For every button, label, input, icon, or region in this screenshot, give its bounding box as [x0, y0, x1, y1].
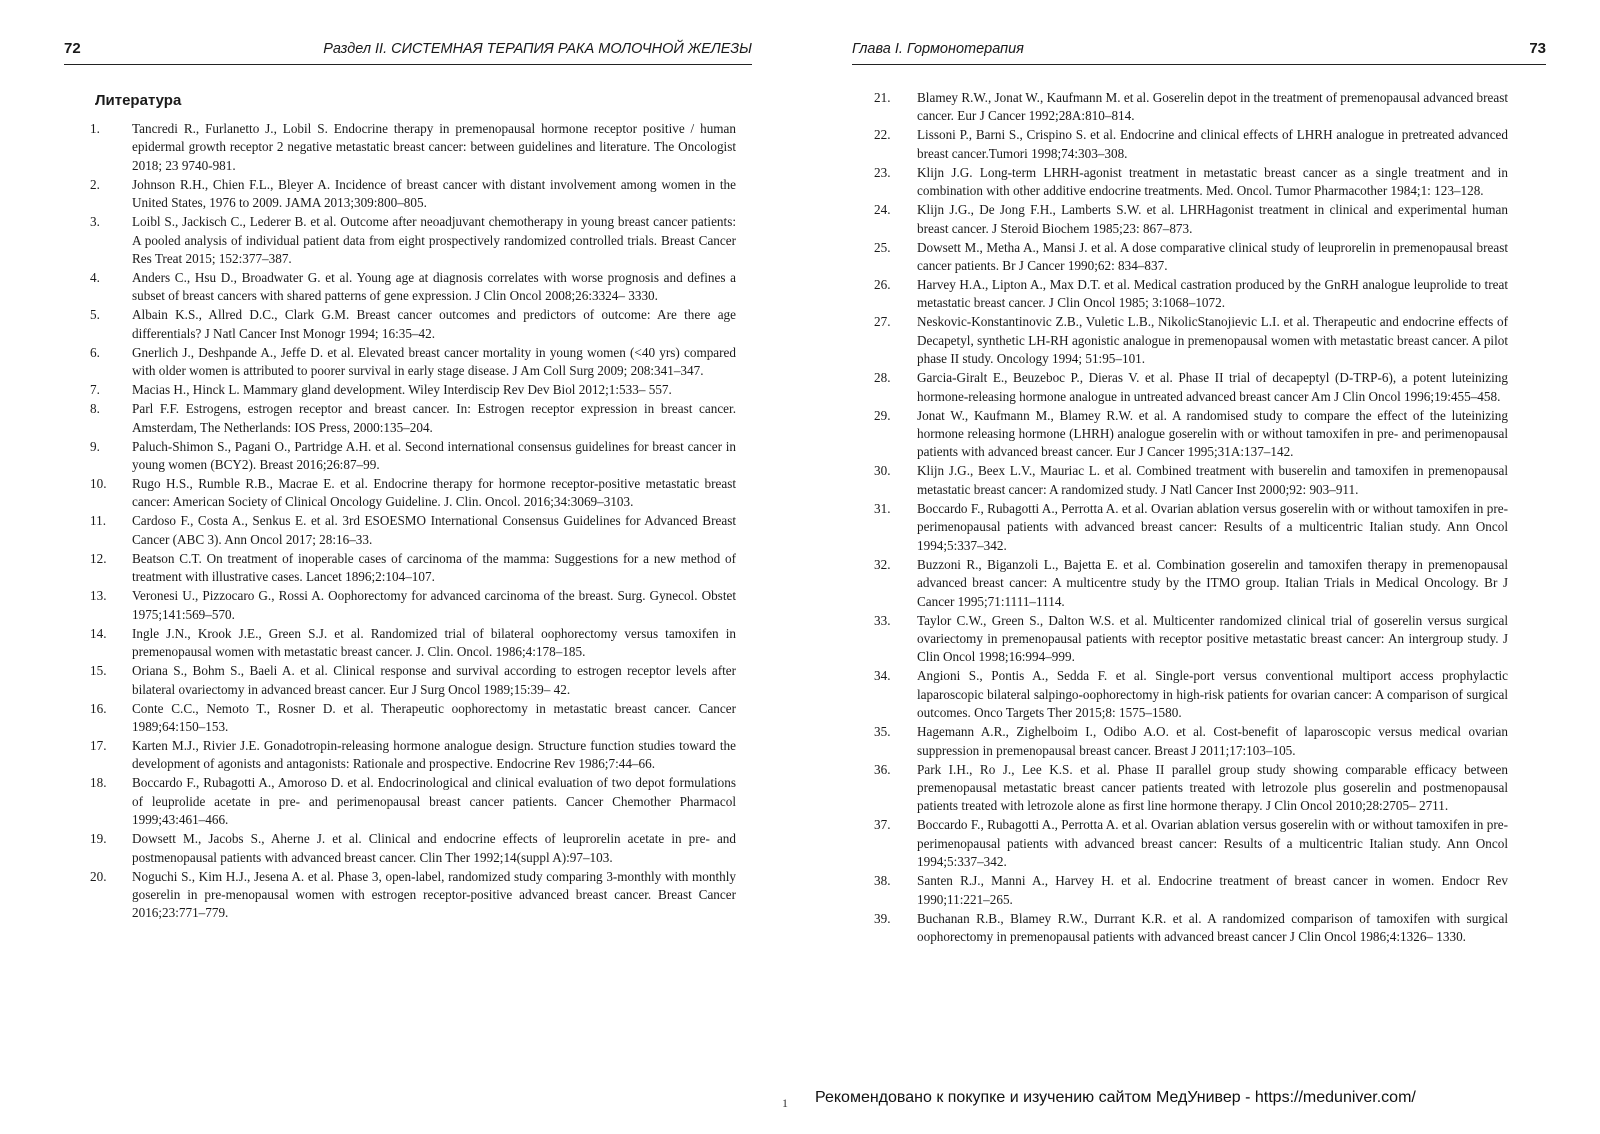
- reference-number: 30.: [874, 463, 891, 479]
- reference-text: Cardoso F., Costa A., Senkus E. et al. 3rd ESOESMO International Consensus Guidelines for Advanced Breast Cancer (ABC 3). Ann Oncol 2017; 28:16–33.: [132, 513, 736, 547]
- reference-text: Johnson R.H., Chien F.L., Bleyer A. Incidence of breast cancer with distant involvement among women in the United States, 1976 to 2009. JAMA 2013;309:800–805.: [132, 176, 736, 211]
- reference-text: Karten M.J., Rivier J.E. Gonadotropin-releasing hormone analogue design. Structure function studies toward the development of agonists and antagonists: Rationale and prospective. Endocrine Rev 1986;7:44–66.: [132, 737, 736, 772]
- reference-item: [90, 306, 736, 343]
- reference-number: 23.: [874, 164, 891, 180]
- reference-item: [90, 700, 736, 737]
- reference-text: Macias H., Hinck L. Mammary gland development. Wiley Interdiscip Rev Dev Biol 2012;1:533– 557.: [132, 382, 672, 398]
- reference-text: Buchanan R.B., Blamey R.W., Durrant K.R. et al. A randomized comparison of tamoxifen with surgical oophorectomy in premenopausal patients with advanced breast cancer J Clin Oncol 1986;4:1326– 1330.: [917, 910, 1508, 944]
- reference-text: Dowsett M., Jacobs S., Aherne J. et al. Clinical and endocrine effects of leuprorelin acetate in pre- and postmenopausal patients with advanced breast cancer. Clin Ther 1992;14(suppl A):97–103.: [132, 831, 736, 865]
- reference-list-left: [90, 120, 736, 923]
- reference-text: Jonat W., Kaufmann M., Blamey R.W. et al. A randomised study to compare the effect of the luteinizing hormone releasing hormone (LHRH) analogue goserelin with or without tamoxifen in pre- and perimenopausal patients with advanced breast cancer. Eur J Cancer 1995;31A:137–142.: [917, 407, 1508, 460]
- reference-text: Boccardo F., Rubagotti A., Perrotta A. et al. Ovarian ablation versus goserelin with or without tamoxifen in pre-perimenopausal patients with advanced breast cancer: Results of a multicentric Italian study. Ann Oncol 1994;5:337–342.: [917, 500, 1508, 553]
- reference-number: 2.: [90, 176, 100, 192]
- reference-number: 24.: [874, 202, 891, 218]
- reference-item: [90, 774, 736, 829]
- section-heading: Литература: [95, 92, 182, 109]
- reference-item: [90, 662, 736, 699]
- reference-item: [874, 407, 1508, 462]
- reference-number: 16.: [90, 700, 107, 716]
- page-number: 72: [64, 40, 81, 57]
- reference-list-right: [874, 89, 1508, 947]
- reference-number: 7.: [90, 382, 100, 398]
- reference-item: [874, 500, 1508, 555]
- reference-text: Neskovic-Konstantinovic Z.B., Vuletic L.B., NikolicStanojievic L.I. et al. Therapeutic and endocrine effects of Decapetyl, synthetic LH-RH agonistic analogue in premenopausal women with metastatic breast cancer. A pilot phase II study. Oncology 1994; 51:95–101.: [917, 314, 1508, 367]
- reference-text: Klijn J.G., Beex L.V., Mauriac L. et al. Combined treatment with buserelin and tamoxifen in premenopausal metastatic breast cancer: A randomized study. J Natl Cancer Inst 2000;92: 903–911.: [917, 463, 1508, 497]
- reference-number: 13.: [90, 588, 107, 604]
- reference-number: 4.: [90, 270, 100, 286]
- reference-number: 37.: [874, 817, 891, 833]
- reference-item: [874, 667, 1508, 722]
- reference-item: [90, 381, 736, 399]
- reference-text: Veronesi U., Pizzocaro G., Rossi A. Oophorectomy for advanced carcinoma of the breast. Surg. Gynecol. Obstet 1975;141:569–570.: [132, 588, 736, 622]
- reference-text: Anders C., Hsu D., Broadwater G. et al. Young age at diagnosis correlates with worse prognosis and defines a subset of breast cancers with shared patterns of gene expression. J Clin Oncol 2008;26:3324– 3330.: [132, 270, 736, 304]
- reference-text: Blamey R.W., Jonat W., Kaufmann M. et al. Goserelin depot in the treatment of premenopausal advanced breast cancer. Eur J Cancer 1992;28A:810–814.: [917, 90, 1508, 124]
- reference-text: Oriana S., Bohm S., Baeli A. et al. Clinical response and survival according to estrogen receptor levels after bilateral ovariectomy in advanced breast cancer. Eur J Surg Oncol 1989;15:39– 42.: [132, 663, 736, 697]
- reference-text: Park I.H., Ro J., Lee K.S. et al. Phase II parallel group study showing comparable efficacy between premenopausal metastatic breast cancer patients treated with letrozole plus goserelin and postmenopausal patients treated with letrozole alone as first line hormone therapy. J Clin Oncol 2010;28:2705– 2711.: [917, 761, 1508, 814]
- reference-number: 12.: [90, 550, 107, 566]
- reference-text: Noguchi S., Kim H.J., Jesena A. et al. Phase 3, open-label, randomized study comparing 3-monthly with monthly goserelin in pre-menopausal women with estrogen receptor-positive advanced breast cancer. Breast Cancer 2016;23:771–779.: [132, 868, 736, 921]
- reference-item: [90, 344, 736, 381]
- reference-number: 1.: [90, 121, 100, 136]
- reference-text: Ingle J.N., Krook J.E., Green S.J. et al. Randomized trial of bilateral oophorectomy versus tamoxifen in premenopausal women with metastatic breast cancer. J. Clin. Oncol. 1986;4:178–185.: [132, 625, 736, 660]
- reference-number: 32.: [874, 556, 891, 572]
- reference-text: Rugo H.S., Rumble R.B., Macrae E. et al. Endocrine therapy for hormone receptor-positive metastatic breast cancer: American Society of Clinical Oncology Guideline. J. Clin. Oncol. 2016;34:3069–3103.: [132, 476, 736, 510]
- reference-number: 17.: [90, 737, 107, 753]
- reference-text: Taylor C.W., Green S., Dalton W.S. et al. Multicenter randomized clinical trial of goserelin versus surgical ovariectomy in premenopausal patients with receptor positive metastatic breast cancer: An intergroup study. J Clin Oncol 1998;16:994–999.: [917, 612, 1508, 665]
- reference-number: 14.: [90, 625, 107, 641]
- reference-text: Dowsett M., Metha A., Mansi J. et al. A dose comparative clinical study of leuprorelin in premenopausal breast cancer patients. Br J Cancer 1990;62: 834–837.: [917, 239, 1508, 274]
- reference-number: 22.: [874, 127, 891, 143]
- reference-number: 5.: [90, 307, 100, 323]
- reference-item: [874, 276, 1508, 313]
- reference-item: [90, 587, 736, 624]
- reference-item: [90, 737, 736, 774]
- reference-text: Angioni S., Pontis A., Sedda F. et al. Single-port versus conventional multiport access prophylactic laparoscopic bilateral salpingo-oophorectomy in high-risk patients for ovarian cancer: A comparison of surgical outcomes. Onco Targets Ther 2015;8: 1575–1580.: [917, 668, 1508, 721]
- reference-number: 38.: [874, 873, 891, 889]
- running-head-left: [64, 40, 752, 65]
- reference-text: Parl F.F. Estrogens, estrogen receptor and breast cancer. In: Estrogen receptor expression in breast cancer. Amsterdam, The Netherlands: IOS Press, 2000:135–204.: [132, 401, 736, 435]
- reference-text: Loibl S., Jackisch C., Lederer B. et al. Outcome after neoadjuvant chemotherapy in young breast cancer patients: A pooled analysis of individual patient data from eight prospectively randomized controlled trials. Breast Cancer Res Treat 2015; 152:377–387.: [132, 214, 736, 267]
- reference-item: [874, 816, 1508, 871]
- reference-number: 26.: [874, 277, 891, 293]
- reference-number: 27.: [874, 314, 891, 330]
- running-title: Глава I. Гормонотерапия: [852, 41, 1024, 57]
- reference-number: 19.: [90, 831, 107, 847]
- reference-number: 3.: [90, 214, 100, 230]
- reference-item: [90, 213, 736, 268]
- reference-number: 25.: [874, 239, 891, 255]
- reference-item: [874, 313, 1508, 368]
- reference-number: 8.: [90, 401, 100, 417]
- reference-item: [90, 512, 736, 549]
- reference-item: [874, 910, 1508, 947]
- reference-item: [874, 164, 1508, 201]
- reference-item: [90, 550, 736, 587]
- reference-number: 11.: [90, 513, 106, 529]
- reference-text: Lissoni P., Barni S., Crispino S. et al. Endocrine and clinical effects of LHRH analogue in pretreated advanced breast cancer.Tumori 1998;74:303–308.: [917, 127, 1508, 161]
- running-head-right: [852, 40, 1546, 65]
- reference-text: Garcia-Giralt E., Beuzeboc P., Dieras V. et al. Phase II trial of decapeptyl (D-TRP-6), a potent luteinizing hormone-releasing hormone analogue in untreated advanced breast cancer Am J Clin Oncol 1996;19:455–458.: [917, 370, 1508, 404]
- reference-number: 18.: [90, 775, 107, 791]
- reference-number: 21.: [874, 90, 891, 105]
- reference-number: 34.: [874, 668, 891, 684]
- reference-number: 31.: [874, 500, 891, 516]
- reference-number: 33.: [874, 612, 891, 628]
- reference-item: [90, 830, 736, 867]
- page-number: 73: [1529, 40, 1546, 57]
- reference-text: Conte C.C., Nemoto T., Rosner D. et al. Therapeutic oophorectomy in metastatic breast cancer. Cancer 1989;64:150–153.: [132, 700, 736, 734]
- reference-text: Gnerlich J., Deshpande A., Jeffe D. et al. Elevated breast cancer mortality in young women (<40 yrs) compared with older women is attributed to poorer survival in early stage disease. J Am Coll Surg 2009; 208:341–347.: [132, 344, 736, 379]
- reference-number: 6.: [90, 344, 100, 360]
- reference-item: [874, 126, 1508, 163]
- reference-item: [874, 612, 1508, 667]
- reference-number: 36.: [874, 761, 891, 777]
- reference-item: [90, 475, 736, 512]
- reference-item: [90, 120, 736, 175]
- reference-item: [874, 369, 1508, 406]
- reference-item: [874, 723, 1508, 760]
- reference-text: Klijn J.G. Long-term LHRH-agonist treatment in metastatic breast cancer as a single treatment and in combination with other additive endocrine treatments. Med. Oncol. Tumor Pharmacother 1984;1: 123–128.: [917, 164, 1508, 199]
- reference-text: Tancredi R., Furlanetto J., Lobil S. Endocrine therapy in premenopausal hormone receptor positive / human epidermal growth receptor 2 negative metastatic breast cancer: between guidelines and literature. The Oncologist 2018; 23 9740-981.: [132, 121, 736, 173]
- reference-text: Beatson C.T. On treatment of inoperable cases of carcinoma of the mamma: Suggestions for a new method of treatment with illustrative cases. Lancet 1896;2:104–107.: [132, 550, 736, 585]
- reference-number: 20.: [90, 868, 107, 884]
- reference-item: [874, 761, 1508, 816]
- reference-item: [90, 269, 736, 306]
- running-title: Раздел II. СИСТЕМНАЯ ТЕРАПИЯ РАКА МОЛОЧНОЙ ЖЕЛЕЗЫ: [323, 41, 752, 57]
- reference-item: [874, 201, 1508, 238]
- reference-item: [90, 438, 736, 475]
- reference-number: 35.: [874, 724, 891, 740]
- reference-item: [90, 625, 736, 662]
- reference-number: 29.: [874, 407, 891, 423]
- reference-item: [90, 868, 736, 923]
- reference-item: [90, 400, 736, 437]
- reference-item: [874, 239, 1508, 276]
- reference-item: [874, 872, 1508, 909]
- reference-text: Santen R.J., Manni A., Harvey H. et al. Endocrine treatment of breast cancer in women. Endocr Rev 1990;11:221–265.: [917, 873, 1508, 907]
- reference-text: Paluch-Shimon S., Pagani O., Partridge A.H. et al. Second international consensus guidelines for breast cancer in young women (BCY2). Breast 2016;26:87–99.: [132, 438, 736, 473]
- reference-text: Buzzoni R., Biganzoli L., Bajetta E. et al. Combination goserelin and tamoxifen therapy in premenopausal advanced breast cancer: A multicentre study by the ITMO group. Italian Trials in Medical Oncology. Br J Cancer 1995;71:1111–1114.: [917, 556, 1508, 609]
- reference-item: [874, 556, 1508, 611]
- reference-text: Harvey H.A., Lipton A., Max D.T. et al. Medical castration produced by the GnRH analogue leuprolide to treat metastatic breast cancer. J Clin Oncol 1985; 3:1068–1072.: [917, 277, 1508, 311]
- footer-note: Рекомендовано к покупке и изучению сайтом МедУнивер - https://meduniver.com/: [815, 1089, 1416, 1106]
- reference-text: Boccardo F., Rubagotti A., Perrotta A. et al. Ovarian ablation versus goserelin with or without tamoxifen in pre-perimenopausal patients with advanced breast cancer: Results of a multicentric Italian study. Ann Oncol 1994;5:337–342.: [917, 817, 1508, 870]
- reference-item: [874, 462, 1508, 499]
- reference-number: 10.: [90, 476, 107, 492]
- right-page: [800, 0, 1600, 1134]
- reference-text: Boccardo F., Rubagotti A., Amoroso D. et al. Endocrinological and clinical evaluation of two depot formulations of leuprolide acetate in pre- and perimenopausal breast cancer patients. Cancer Chemother Pharmacol 1999;43:461–466.: [132, 775, 736, 828]
- reference-number: 15.: [90, 663, 107, 679]
- reference-text: Albain K.S., Allred D.C., Clark G.M. Breast cancer outcomes and predictors of outcome: Are there age differentials? J Natl Cancer Inst Monogr 1994; 16:35–42.: [132, 307, 736, 341]
- reference-text: Hagemann A.R., Zighelboim I., Odibo A.O. et al. Cost-benefit of laparoscopic versus medical ovarian suppression in premenopausal breast cancer. Breast J 2011;17:103–105.: [917, 724, 1508, 758]
- reference-item: [874, 89, 1508, 126]
- reference-number: 28.: [874, 370, 891, 386]
- reference-number: 9.: [90, 438, 100, 454]
- reference-item: [90, 176, 736, 213]
- margin-mark: 1: [782, 1096, 788, 1110]
- reference-number: 39.: [874, 910, 891, 926]
- reference-text: Klijn J.G., De Jong F.H., Lamberts S.W. et al. LHRHagonist treatment in clinical and experimental human breast cancer. J Steroid Biochem 1985;23: 867–873.: [917, 202, 1508, 236]
